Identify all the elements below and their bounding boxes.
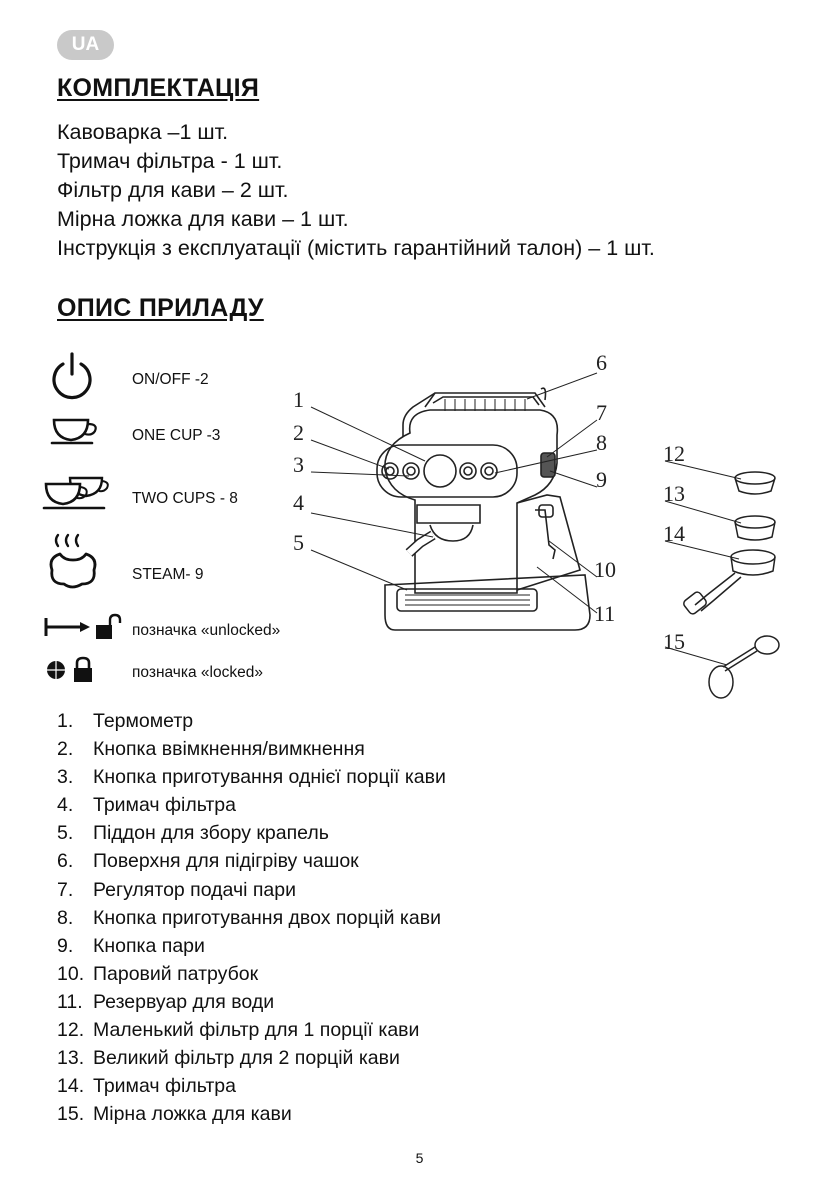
callout-number: 14 [663,521,685,546]
legend-label: ONE CUP -3 [132,427,221,444]
legend-row-locked [42,655,342,705]
steam-icon [42,530,107,592]
parts-item-label: Тримач фільтра [93,1075,236,1098]
legend-label: позначка «locked» [132,664,263,681]
parts-item-label: Піддон для збору крапель [93,822,329,845]
callout-number: 9 [596,467,607,492]
parts-list [57,707,446,1128]
parts-item-number: 2. [57,738,74,761]
parts-item-number: 9. [57,934,74,957]
parts-item-label: Кнопка приготування двох порцій кави [93,906,441,929]
two-cups-icon [42,472,112,517]
parts-item-number: 8. [57,906,74,929]
parts-item [57,1044,446,1072]
language-badge: UA [57,30,114,60]
parts-item [57,988,446,1016]
parts-item-number: 12. [57,1019,85,1042]
parts-item-label: Мірна ложка для кави [93,1103,292,1126]
accessories-diagram [655,435,805,705]
callout-number: 13 [663,481,685,506]
callout-number: 5 [293,530,304,555]
callout-number: 11 [594,601,616,626]
parts-item-label: Кнопка пари [93,934,205,957]
parts-item [57,819,446,847]
parts-item [57,1100,446,1128]
callout-number: 7 [596,400,607,425]
parts-item [57,904,446,932]
page-number: 5 [415,1150,424,1166]
parts-item [57,707,446,735]
callout-number: 6 [596,350,607,375]
callout-number: 4 [293,490,304,515]
contents-item: Тримач фільтра - 1 шт. [57,149,283,173]
parts-item-label: Паровий патрубок [93,962,259,985]
contents-item: Мірна ложка для кави – 1 шт. [57,207,349,231]
parts-item-label: Поверхня для підігріву чашок [93,850,359,873]
callout-number: 8 [596,430,607,455]
parts-item [57,763,446,791]
legend-label: ON/OFF -2 [132,371,209,388]
parts-item-number: 5. [57,822,74,845]
parts-item-number: 14. [57,1075,85,1098]
legend-label: TWO CUPS - 8 [132,490,238,507]
parts-item [57,847,446,875]
contents-item: Фільтр для кави – 2 шт. [57,178,289,202]
contents-item: Інструкція з експлуатації (містить гарантійний талон) – 1 шт. [57,236,655,260]
parts-item-label: Резервуар для води [93,990,275,1013]
parts-item-number: 3. [57,766,74,789]
callout-number: 1 [293,387,304,412]
legend-label: STEAM- 9 [132,566,204,583]
parts-item-number: 15. [57,1103,85,1126]
contents-title: КОМПЛЕКТАЦІЯ [57,74,260,102]
parts-item-number: 6. [57,850,74,873]
contents-list [57,118,655,263]
description-title: ОПИС ПРИЛАДУ [57,294,264,322]
parts-item-number: 1. [57,710,74,732]
parts-item-label: Термометр [93,710,194,732]
parts-item-number: 10. [57,962,85,985]
parts-item [57,876,446,904]
parts-item [57,791,446,819]
parts-item-number: 7. [57,878,74,901]
one-cup-icon [42,412,107,452]
parts-item-number: 11. [57,990,83,1013]
parts-item-label: Кнопка ввімкнення/вимкнення [93,738,365,761]
parts-item [57,960,446,988]
parts-item [57,1016,446,1044]
contents-item: Кавоварка –1 шт. [57,120,229,144]
parts-item-label: Кнопка приготування однієї порції кави [93,766,446,789]
locked-icon [42,655,102,687]
parts-item [57,932,446,960]
parts-item [57,1072,446,1100]
callout-number: 3 [293,452,304,477]
legend-label: позначка «unlocked» [132,622,281,639]
callout-number: 10 [594,557,616,582]
callout-number: 12 [663,441,685,466]
parts-item-number: 13. [57,1047,85,1070]
callout-number: 2 [293,420,304,445]
parts-item-number: 4. [57,794,74,817]
parts-item-label: Маленький фільтр для 1 порції кави [93,1019,420,1042]
power-icon [42,352,102,402]
callout-number: 15 [663,629,685,654]
parts-item [57,735,446,763]
unlocked-icon [42,612,132,644]
parts-item-label: Регулятор подачі пари [93,878,297,901]
parts-item-label: Тримач фільтра [93,794,236,817]
coffee-machine-diagram [285,345,625,650]
parts-item-label: Великий фільтр для 2 порцій кави [93,1047,400,1070]
